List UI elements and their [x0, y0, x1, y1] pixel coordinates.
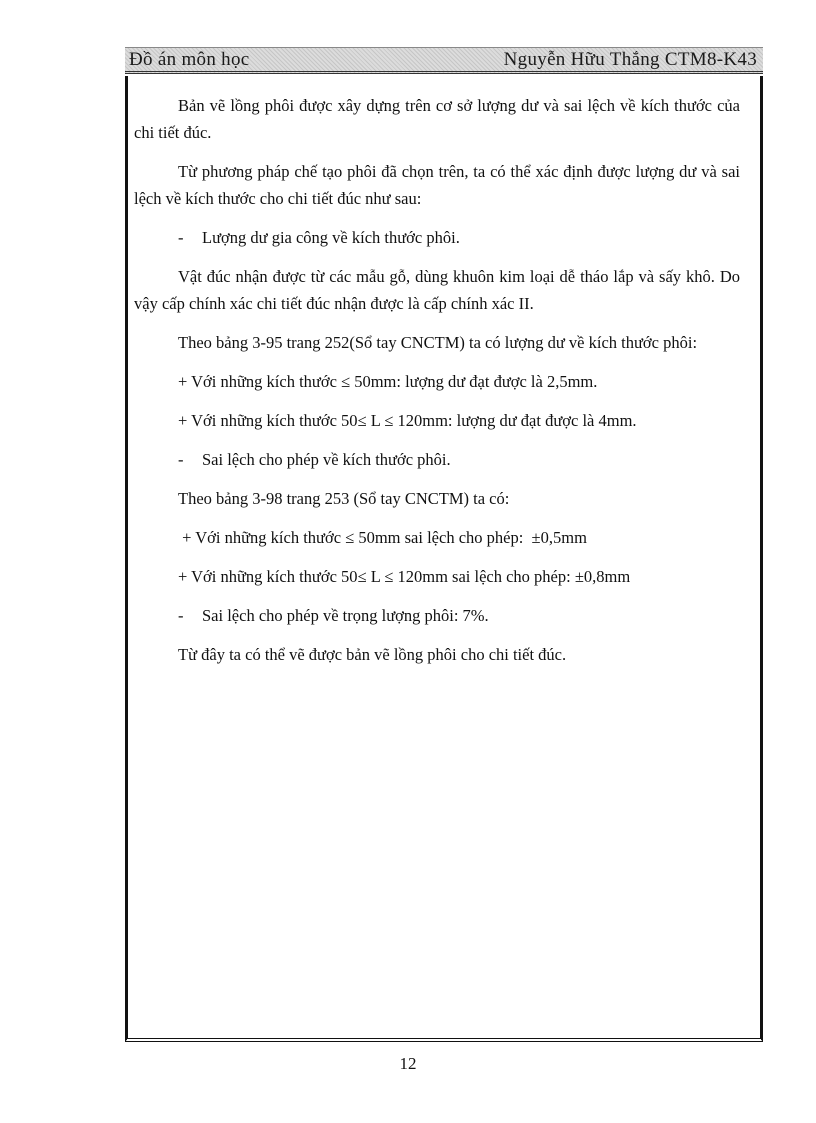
- paragraph-conclusion: Từ đây ta có thể vẽ được bản vẽ lồng phôi cho chi tiết đúc.: [178, 645, 567, 664]
- dash-item-text: Sai lệch cho phép về trọng lượng phôi: 7%.: [202, 606, 489, 625]
- tolerance-item-small: + Với những kích thước ≤ 50mm sai lệch cho phép: ±0,5mm: [178, 528, 587, 547]
- paragraph-table-ref-1: Theo bảng 3-95 trang 252(Sổ tay CNCTM) ta có lượng dư về kích thước phôi:: [178, 333, 698, 352]
- paragraph-table-ref-2: Theo bảng 3-98 trang 253 (Sổ tay CNCTM) ta có:: [178, 489, 510, 508]
- paragraph-casting: Vật đúc nhận được từ các mẫu gỗ, dùng khuôn kim loại dễ tháo lắp và sấy khô. Do vậy cấp chính xác chi tiết đúc nhận được là cấp chính xác II.: [134, 267, 740, 313]
- page-header: [125, 47, 763, 74]
- header-course-title: Đồ án môn học: [129, 48, 250, 70]
- allowance-item-medium: + Với những kích thước 50≤ L ≤ 120mm: lượng dư đạt được là 4mm.: [178, 411, 637, 430]
- paragraph-method: Từ phương pháp chế tạo phôi đã chọn trên, ta có thể xác định được lượng dư và sai lệch về kích thước cho chi tiết đúc như sau:: [134, 162, 740, 208]
- dash-marker: -: [178, 450, 184, 469]
- allowance-item-small: + Với những kích thước ≤ 50mm: lượng dư đạt được là 2,5mm.: [178, 372, 598, 391]
- document-body: [134, 92, 740, 680]
- page-number: 12: [399, 1054, 417, 1073]
- dash-item-tolerance: [134, 446, 740, 473]
- tolerance-item-medium: + Với những kích thước 50≤ L ≤ 120mm sai lệch cho phép: ±0,8mm: [178, 567, 631, 586]
- dash-item-weight: [134, 602, 740, 629]
- dash-item-text: Lượng dư gia công về kích thước phôi.: [202, 228, 460, 247]
- dash-marker: -: [178, 606, 184, 625]
- header-author: Nguyễn Hữu Thắng CTM8-K43: [503, 48, 757, 70]
- dash-item-allowance: [134, 224, 740, 251]
- dash-marker: -: [178, 228, 184, 247]
- paragraph-intro: Bản vẽ lồng phôi được xây dựng trên cơ sở lượng dư và sai lệch về kích thước của chi tiết đúc.: [134, 96, 740, 142]
- dash-item-text: Sai lệch cho phép về kích thước phôi.: [202, 450, 451, 469]
